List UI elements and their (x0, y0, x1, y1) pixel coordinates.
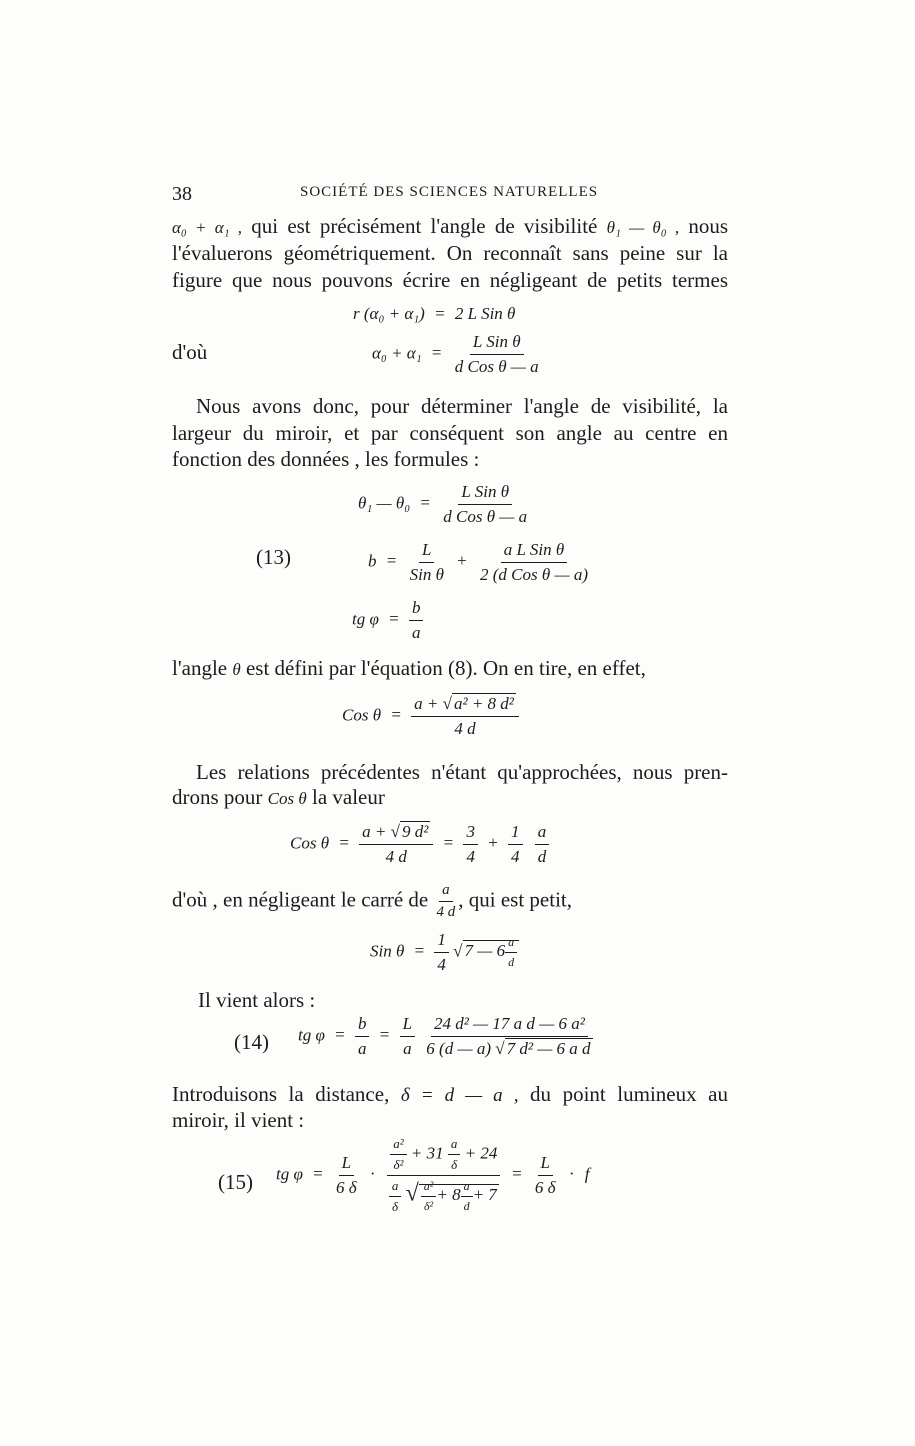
eq-cos2 (290, 822, 549, 867)
para5-line (172, 882, 728, 921)
eq14-equals2: = (379, 1025, 390, 1045)
eq-cos2-den2: 4 (466, 847, 475, 866)
eq14-den3-a: 6 (d — a) (426, 1039, 491, 1058)
eq15-root-end: + 7 (472, 1185, 497, 1205)
eq-cos2-frac4 (535, 822, 550, 867)
para4-line2-b: la valeur (311, 785, 385, 809)
eq13-tg-fraction (409, 598, 424, 643)
eq15-equals: = (313, 1164, 323, 1184)
eq-cos2-den3: 4 (511, 847, 520, 866)
eq-cos2-num-a: a + (362, 822, 387, 841)
eq14-den3-root: 7 d² — 6 a d (506, 1039, 591, 1058)
para1-line3: figure que nous pouvons écrire en négligeant de petits termes (172, 268, 728, 292)
eq13-b-frac2 (477, 540, 591, 585)
eq14-frac3 (423, 1014, 595, 1059)
para3-line (172, 656, 728, 681)
eq-cos2-equals2: = (443, 833, 454, 853)
eq-cos2-num4: a (535, 822, 550, 845)
eq14 (298, 1014, 596, 1059)
eq13-b-equals: = (386, 551, 397, 571)
eq-cos2-root: 9 d² (401, 822, 429, 841)
eq-cos2-plus: + (488, 833, 498, 853)
para5-frac-num: a (439, 882, 453, 902)
eq-alpha-equals: = (431, 343, 442, 363)
eq-cos1 (342, 694, 519, 739)
eq-sin-den: 4 (437, 955, 446, 974)
eq13-b-frac1 (407, 540, 447, 585)
eq-cos2-den1: 4 d (385, 847, 407, 866)
para7-line1-b: du point lumineux au (530, 1082, 729, 1106)
eq14-num3: 24 d² — 17 a d — 6 a² (431, 1014, 588, 1037)
eq15-top-end: + 24 (464, 1143, 498, 1163)
eq15-big-fraction (386, 1136, 502, 1215)
eq-sin-root (463, 935, 520, 969)
para2-line2: largeur du miroir, et par conséquent son angle au centre en (172, 421, 728, 445)
para5-fraction (434, 882, 459, 921)
eq15-equals2: = (512, 1164, 522, 1184)
eq15-root-num1: a² (421, 1179, 437, 1197)
eq13-b-den2: 2 (d Cos θ — a) (480, 565, 589, 584)
eq-cos1-lhs: Cos θ (342, 705, 382, 725)
para2-line3: fonction des données , les formules : (172, 447, 480, 471)
eq-alpha-den: d Cos θ — a (454, 357, 539, 376)
para7-line1-a: Introduisons la distance, (172, 1082, 390, 1106)
eq-cos1-num: a + √ a² + 8 d² (411, 694, 519, 717)
eq15 (276, 1136, 589, 1215)
eq13-b-num2: a L Sin θ (501, 540, 567, 563)
eq-alpha-lhs: α₀ + α₁ (372, 343, 422, 363)
eq13-b-den1: Sin θ (409, 565, 444, 584)
eq14-label: (14) (234, 1030, 269, 1054)
equation-r (353, 304, 515, 324)
eq-cos2-frac2 (463, 822, 478, 867)
eq-cos1-equals: = (391, 705, 401, 725)
eq-sin-num: 1 (434, 930, 449, 953)
eq-cos2-lhs: Cos θ (290, 833, 330, 853)
eq13-tg (352, 598, 423, 643)
eq14-lhs: tg φ (298, 1025, 325, 1045)
para7-delta: δ = d — a , (400, 1085, 519, 1106)
eq-sin-root-frac (505, 935, 517, 970)
eq13-label: (13) (256, 545, 291, 569)
eq15-top-num1: a² (390, 1136, 406, 1155)
eq-cos1-root: a² + 8 d² (453, 694, 514, 713)
eq-cos2-den4: d (537, 847, 547, 866)
eq-alpha-num: L Sin θ (470, 332, 524, 355)
eq15-top-num2: a (448, 1136, 461, 1155)
para5-text-b: , qui est petit, (458, 887, 572, 912)
eq15-bot-den1: δ (392, 1199, 399, 1214)
para1-line1-text: qui est précisément l'angle de visibilité (251, 214, 598, 238)
eq15-f: f (584, 1164, 590, 1184)
eq14-num2: L (400, 1014, 415, 1037)
eq-cos1-den: 4 d (454, 719, 476, 738)
eq15-root-num2: a (461, 1179, 473, 1197)
eq15-frac1 (333, 1153, 360, 1198)
eq13-tg-den: a (411, 623, 421, 642)
eq15-root-mid: + 8 (436, 1185, 461, 1205)
eq15-label: (15) (218, 1170, 253, 1194)
eq15-top-frac2 (448, 1136, 461, 1173)
eq-cos2-num1: a + √ 9 d² (359, 822, 433, 845)
eq14-den3: 6 (d — a) √ 7 d² — 6 a d (426, 1039, 591, 1058)
para1-line1-end: nous (688, 214, 729, 238)
eq15-top-mid: + 31 (410, 1143, 444, 1163)
para1-line2: l'évaluerons géométriquement. On reconnaît sans peine sur la (172, 241, 728, 265)
eq13-theta-equals: = (420, 493, 430, 513)
eq13-theta-den: d Cos θ — a (443, 507, 528, 526)
eq13-theta-fraction (440, 482, 530, 527)
theta-diff-inline: θ₁ — θ₀ , (606, 218, 680, 237)
eq14-den1: a (357, 1039, 367, 1058)
eq15-root-frac2 (461, 1179, 473, 1214)
eq15-den1: 6 δ (335, 1178, 357, 1197)
eq15-top-den2: δ (451, 1157, 458, 1172)
para4-line2 (172, 785, 728, 810)
eq15-root-den1: δ² (423, 1199, 434, 1213)
eq15-dot2: · (568, 1164, 575, 1184)
para1-line1 (172, 214, 728, 239)
para2-line1: Nous avons donc, pour déterminer l'angle de visibilité, la (196, 394, 728, 418)
eq-r-lhs: r (α₀ + α₁) (353, 304, 425, 323)
para4-line2-a: drons pour (172, 785, 263, 809)
eq-cos2-frac3 (508, 822, 523, 867)
eq13-theta-lhs: θ₁ — θ₀ (358, 493, 411, 513)
eq13-tg-equals: = (389, 609, 399, 629)
eq-alpha-fraction (452, 332, 542, 377)
eq-cos2-num2: 3 (463, 822, 478, 845)
eq-cos1-fraction (411, 694, 519, 739)
eq15-dot: · (369, 1164, 376, 1184)
para4-line1: Les relations précédentes n'étant qu'approchées, nous pren- (196, 760, 728, 784)
para5-frac-den: 4 d (436, 904, 456, 920)
para7-line1 (172, 1082, 728, 1107)
eq15-root-den2: d (463, 1199, 470, 1213)
eq15-top-den1: δ² (393, 1157, 404, 1172)
para3-theta: θ (232, 660, 241, 679)
eq13-b-num1: L (419, 540, 434, 563)
eq15-bot-frac1 (389, 1178, 402, 1215)
eq13-tg-num: b (409, 598, 424, 621)
eq13-b (368, 540, 591, 585)
running-title: SOCIÉTÉ DES SCIENCES NATURELLES (300, 184, 599, 200)
eq15-den-r: 6 δ (534, 1178, 556, 1197)
eq14-frac2 (400, 1014, 415, 1059)
eq-sin-frac (434, 930, 449, 975)
para4-cos-theta: Cos θ (267, 789, 307, 808)
eq13-theta-num: L Sin θ (458, 482, 512, 505)
eq15-top-frac1 (390, 1136, 406, 1173)
para7-line2: miroir, il vient : (172, 1108, 305, 1132)
eq15-bot-num1: a (389, 1178, 402, 1197)
para3-text-b: est défini par l'équation (8). On en tire, en effet, (245, 656, 646, 680)
eq15-root-frac1 (421, 1179, 437, 1214)
eq14-frac1 (355, 1014, 370, 1059)
eq-r-equals: = (435, 304, 445, 323)
eq-sin-equals: = (414, 941, 425, 961)
page-number: 38 (172, 183, 192, 205)
eq15-big-num (387, 1136, 500, 1176)
dou-label: d'où (172, 340, 208, 364)
eq-sin: Sin θ = $\frac{1}{4}$ √ 7 — 6 $\frac{a}{d}$ (370, 930, 519, 975)
eq15-num-r: L (538, 1153, 553, 1176)
eq14-den2: a (403, 1039, 412, 1058)
eq-cos2-frac1 (359, 822, 433, 867)
eq-sin-root-num: a (505, 935, 517, 953)
alpha-sum-inline: α₀ + α₁ , (172, 218, 243, 237)
eq13-theta (358, 482, 530, 527)
para5-text-a: d'où , en négligeant le carré de (172, 887, 429, 912)
eq13-b-lhs: b (368, 551, 377, 571)
para3-text-a: l'angle (172, 656, 228, 680)
eq15-frac-r (532, 1153, 559, 1198)
eq13-tg-lhs: tg φ (352, 609, 379, 629)
eq-cos1-num-a: a + (414, 694, 439, 713)
eq-r-rhs: 2 L Sin θ (454, 304, 516, 323)
eq15-num1: L (339, 1153, 354, 1176)
eq15-lhs: tg φ (276, 1164, 303, 1184)
eq-sin-root-den: d (508, 955, 515, 969)
eq-cos2-equals: = (339, 833, 349, 853)
eq14-num1: b (355, 1014, 370, 1037)
eq14-equals: = (335, 1025, 345, 1045)
eq15-big-den: $\frac{a}{\delta}$ √ $\frac{\text{a²}}{\text{δ²}}$ + 8 $\frac{a}{d}$ + 7 (386, 1176, 502, 1215)
eq-sin-lhs: Sin θ (370, 941, 405, 961)
eq-cos2-num3: 1 (508, 822, 523, 845)
para6: Il vient alors : (198, 988, 316, 1012)
eq13-b-plus: + (457, 551, 467, 571)
eq-sin-root-a: 7 — 6 (464, 941, 506, 961)
equation-alpha (372, 332, 542, 377)
